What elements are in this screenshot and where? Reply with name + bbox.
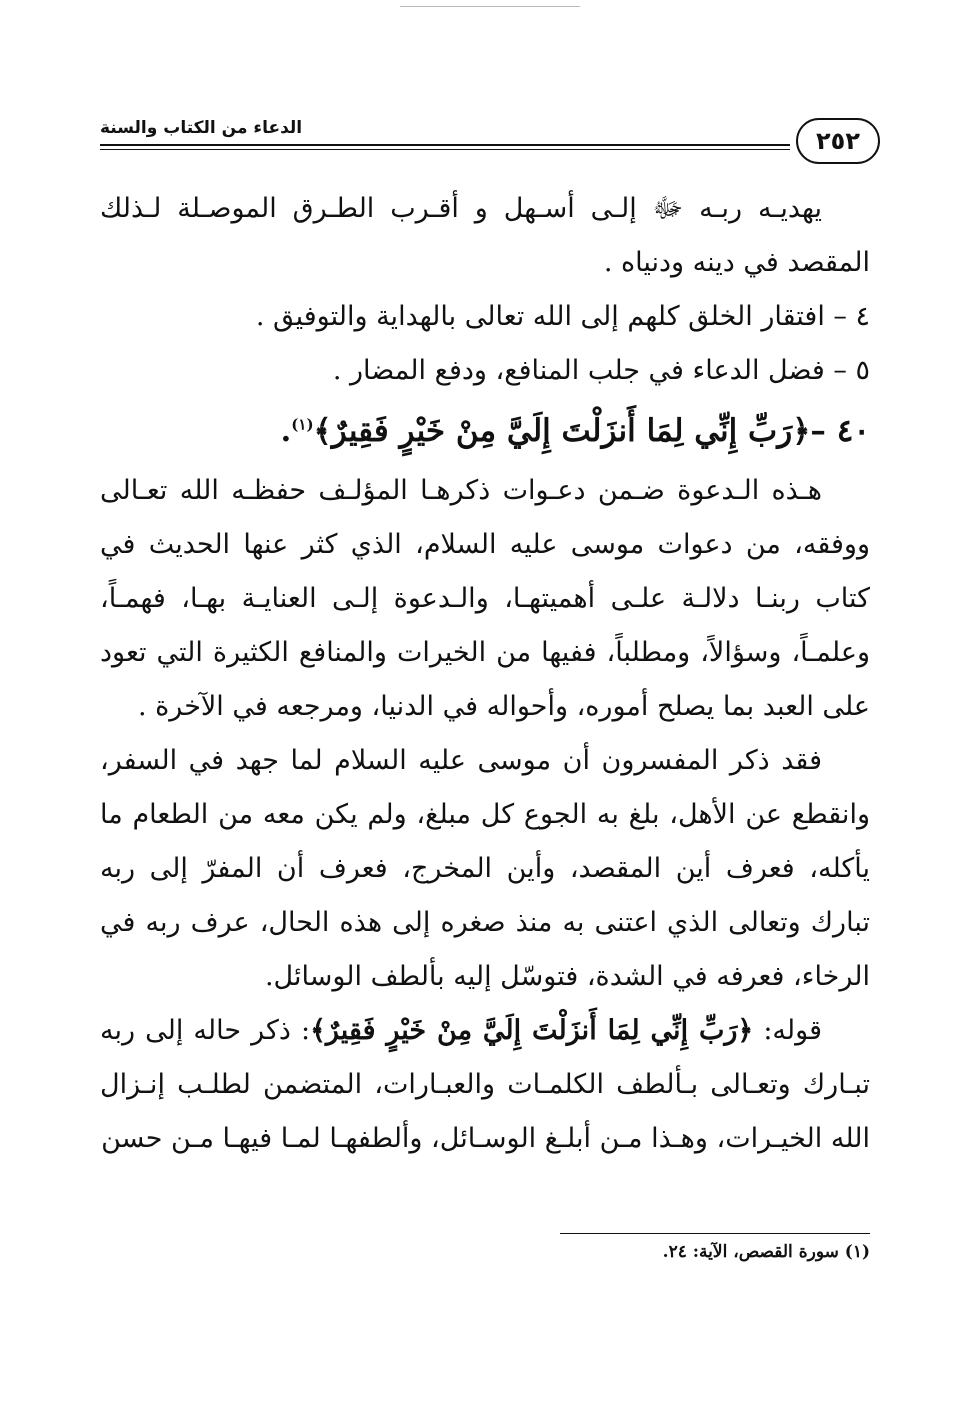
page-number-badge [796, 118, 880, 164]
list-item-4: ٤ – افتقار الخلق كلهم إلى الله تعالى بالهداية والتوفيق . [255, 301, 870, 332]
commentary-quote: ﴿رَبِّ إِنِّي لِمَا أَنزَلْتَ إِلَيَّ مِنْ خَيْرٍ فَقِيرٌ﴾ [310, 1015, 754, 1046]
running-header [100, 108, 880, 168]
list-item-5: ٥ – فضل الدعاء في جلب المنافع، ودفع المضار . [332, 355, 870, 386]
footnote: (١) سورة القصص، الآية: ٢٤. [662, 1242, 870, 1262]
header-rule [100, 144, 790, 150]
paragraph-intro: هـذه الـدعوة ضـمن دعـوات ذكرهـا المؤلـف حفظـه الله تعـالى ووفقه، من دعوات موسى عليه السلام، الذي كثر عنها الحديث في كتاب ربنـا دلالـة علـى أهميتهـا، والـدعوة إلـى العنايـة بهـا، فهمـاً، وعلمـاً، وسؤالاً، ومطلباً، ففيها من الخيرات والمنافع الكثيرة التي تعود على العبد بما يصلح أموره، وأحواله في الدنيا، ومرجعه في الآخرة . [100, 475, 870, 722]
page-number: ٢٥٢ [816, 127, 860, 155]
paragraph-commentary [100, 1004, 870, 1166]
commentary-text: : ذكر حاله إلى ربه تبـارك وتعـالى بـألطف الكلمـات والعبـارات، المتضمن لطلـب إنـزال الله الخيـرات، وهـذا مـن أبلـغ الوسـائل، وألطفهـا لمـا فيهـا مـن حسن [100, 1015, 870, 1154]
section-quote: ﴿رَبِّ إِنِّي لِمَا أَنزَلْتَ إِلَيَّ مِنْ خَيْرٍ فَقِيرٌ﴾ [313, 413, 811, 449]
section-heading-end: . [280, 413, 292, 449]
paragraph-story: فقد ذكر المفسرون أن موسى عليه السلام لما جهد في السفر، وانقطع عن الأهل، بلغ به الجوع كل مبلغ، ولم يكن معه من الطعام ما يأكله، فعرف أين المقصد، وأين المخرج، فعرف أن المفرّ إلى ربه تبارك وتعالى الذي اعتنى به منذ صغره إلى هذه الحال، عرف ربه في الرخاء، فعرفه في الشدة، فتوسّل إليه بألطف الوسائل. [100, 745, 870, 992]
footnote-rule [560, 1233, 870, 1234]
page-body [100, 182, 870, 1166]
footnote-marker: (١) [291, 415, 314, 434]
section-heading [100, 398, 870, 464]
top-edge-line [400, 6, 580, 7]
section-number: ٤٠ – [810, 413, 870, 449]
running-title: الدعاء من الكتاب والسنة [100, 118, 303, 138]
paragraph-continuation: يهديـه ربـه ﷻ إلـى أسـهل و أقـرب الطـرق الموصـلة لـذلك المقصد في دينه ودنياه . [100, 193, 870, 278]
commentary-lead: قوله: [763, 1015, 822, 1046]
